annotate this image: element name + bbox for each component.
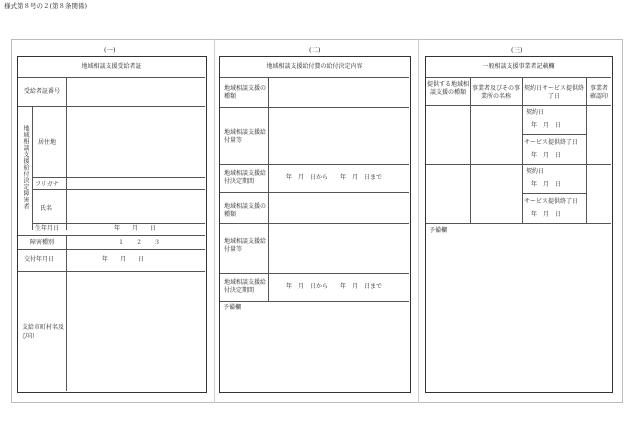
address-label: 居住地 [38, 139, 57, 146]
notes-label-two: 予備欄 [223, 304, 242, 311]
contract-date-value-1: 年 月 日 [531, 122, 562, 129]
panel-one-marker: (一) [104, 46, 116, 54]
col-contract-dates: 契約日サービス提供終了日 [524, 85, 585, 101]
col-confirm-seal: 事業者確認印 [589, 85, 608, 101]
panel-three [425, 56, 613, 393]
issue-date-value: 年 月 日 [102, 256, 145, 263]
service-end-label-2: サービス提供終了日 [524, 198, 579, 205]
disability-type-label: 障害種別 [30, 239, 55, 246]
panel-one [17, 56, 207, 393]
fold-line-2 [418, 39, 419, 403]
service-end-label-1: サービス提供終了日 [524, 139, 579, 146]
support-type-label-1: 地域相談支援の種類 [224, 85, 267, 101]
decision-period-value-2: 年 月 日から 年 月 日まで [286, 283, 383, 290]
col-provider-name: 事業者及びその事業所の名称 [472, 85, 521, 101]
beneficiary-group-label: 地域相談支援給付決定障害者 [22, 125, 29, 210]
issue-date-label: 交付年月日 [24, 256, 55, 263]
support-type-label-2: 地域相談支援の種類 [224, 203, 267, 219]
cert-number-label: 受給者証番号 [24, 88, 61, 95]
panel-one-title: 地域相談支援受給者証 [81, 63, 142, 70]
contract-date-label-1: 契約日 [526, 109, 545, 116]
service-end-value-1: 年 月 日 [531, 152, 562, 159]
contract-date-value-2: 年 月 日 [531, 181, 562, 188]
decision-period-value-1: 年 月 日から 年 月 日まで [286, 174, 383, 181]
support-amount-label-2: 地域相談支援給付量等 [224, 238, 267, 254]
fold-line-1 [214, 39, 215, 403]
decision-period-label-2: 地域相談支援給付決定期間 [224, 279, 267, 295]
support-amount-label-1: 地域相談支援給付量等 [224, 129, 267, 145]
furigana-label: フリガナ [35, 181, 59, 188]
contract-date-label-2: 契約日 [526, 168, 545, 175]
panel-two-title: 地域相談支援給付費の給付決定内容 [266, 63, 363, 70]
panel-two [219, 56, 411, 393]
panel-three-title: 一般相談支援事業者記載欄 [482, 63, 555, 70]
notes-label-three: 予備欄 [429, 227, 448, 234]
municipality-label: 支給市町村名及び印 [22, 324, 65, 340]
service-end-value-2: 年 月 日 [531, 211, 562, 218]
panel-two-marker: (二) [309, 46, 321, 54]
dob-value: 年 月 日 [114, 225, 157, 232]
dob-label: 生年月日 [35, 225, 60, 232]
form-caption: 様式第８号の２(第８条関係) [4, 2, 88, 10]
disability-type-values: １ ２ ３ [118, 239, 161, 246]
panel-three-marker: (三) [511, 46, 523, 54]
decision-period-label-1: 地域相談支援給付決定期間 [224, 170, 267, 186]
name-label: 氏名 [40, 205, 53, 212]
col-support-type: 提供する地域相談支援の種類 [427, 81, 470, 97]
